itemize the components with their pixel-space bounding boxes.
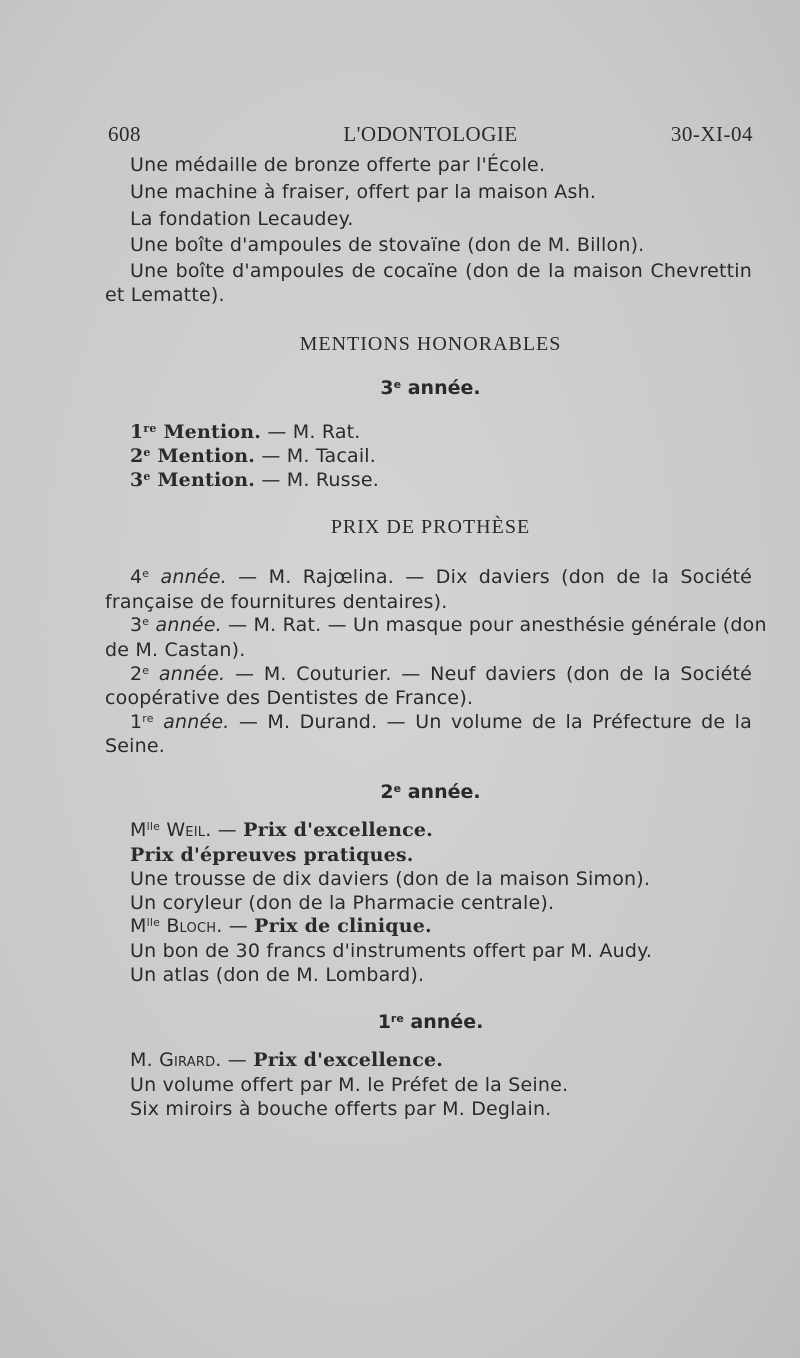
section-title-prothese: PRIX DE PROTHÈSE: [330, 516, 531, 538]
text-line: Un bon de 30 francs d'instruments offert par M. Audy.: [130, 940, 653, 962]
prize-line-girard: M. Girard. — Prix d'excellence.: [130, 1049, 444, 1071]
prize-entry-cont: coopérative des Dentistes de France).: [105, 687, 474, 709]
text-line: et Lematte).: [105, 284, 225, 306]
running-header: [108, 122, 753, 150]
prize-entry: 3e année. — M. Rat. — Un masque pour anesthésie générale (don: [130, 614, 767, 636]
text-line: Une médaille de bronze offerte par l'École.: [130, 154, 546, 176]
prize-line-bloch: $M^{lle}$ Bloch. — Prix de clinique.: [130, 915, 432, 937]
mention-line: 3e Mention. — M. Russe.: [130, 469, 379, 491]
prize-entry: 1re année. — M. Durand. — Un volume de la Préfecture de la: [130, 711, 752, 733]
mention-line: 2e Mention. — M. Tacail.: [130, 445, 377, 467]
text-line: Une boîte d'ampoules de stovaïne (don de M. Billon).: [130, 234, 645, 256]
text-line: Six miroirs à bouche offerts par M. Deglain.: [130, 1098, 552, 1120]
prize-entry: 2e année. — M. Couturier. — Neuf daviers (don de la Société: [130, 663, 752, 685]
text-line: Une machine à fraiser, offert par la maison Ash.: [130, 181, 597, 203]
text-line: Un atlas (don de M. Lombard).: [130, 964, 425, 986]
year-heading: 1re année.: [377, 1011, 484, 1033]
page-number: 608: [108, 122, 141, 146]
text-line: Un coryleur (don de la Pharmacie centrale).: [130, 892, 555, 914]
section-title-mentions: MENTIONS HONORABLES: [299, 333, 562, 355]
text-line: Une boîte d'ampoules de cocaïne (don de la maison Chevrettin: [130, 260, 752, 282]
prize-entry-cont: Seine.: [105, 735, 165, 757]
journal-title: L'ODONTOLOGIE: [343, 122, 518, 146]
issue-date: 30-XI-04: [670, 122, 753, 146]
year-heading: 2e année.: [380, 781, 481, 803]
mention-line: 1re Mention. — M. Rat.: [130, 421, 361, 443]
text-line: La fondation Lecaudey.: [130, 208, 354, 230]
prize-heading-epreuves: Prix d'épreuves pratiques.: [130, 844, 414, 866]
text-line: Un volume offert par M. le Préfet de la Seine.: [130, 1074, 569, 1096]
prize-entry-cont: de M. Castan).: [105, 639, 246, 661]
prize-line-weil: $M^{lle}$ Weil. — Prix d'excellence.: [130, 819, 433, 841]
prize-entry: 4e année. — M. Rajœlina. — Dix daviers (don de la Société: [130, 566, 753, 588]
text-line: Une trousse de dix daviers (don de la maison Simon).: [130, 868, 651, 890]
prize-entry-cont: française de fournitures dentaires).: [105, 591, 448, 613]
year-heading: 3e année.: [380, 377, 481, 399]
